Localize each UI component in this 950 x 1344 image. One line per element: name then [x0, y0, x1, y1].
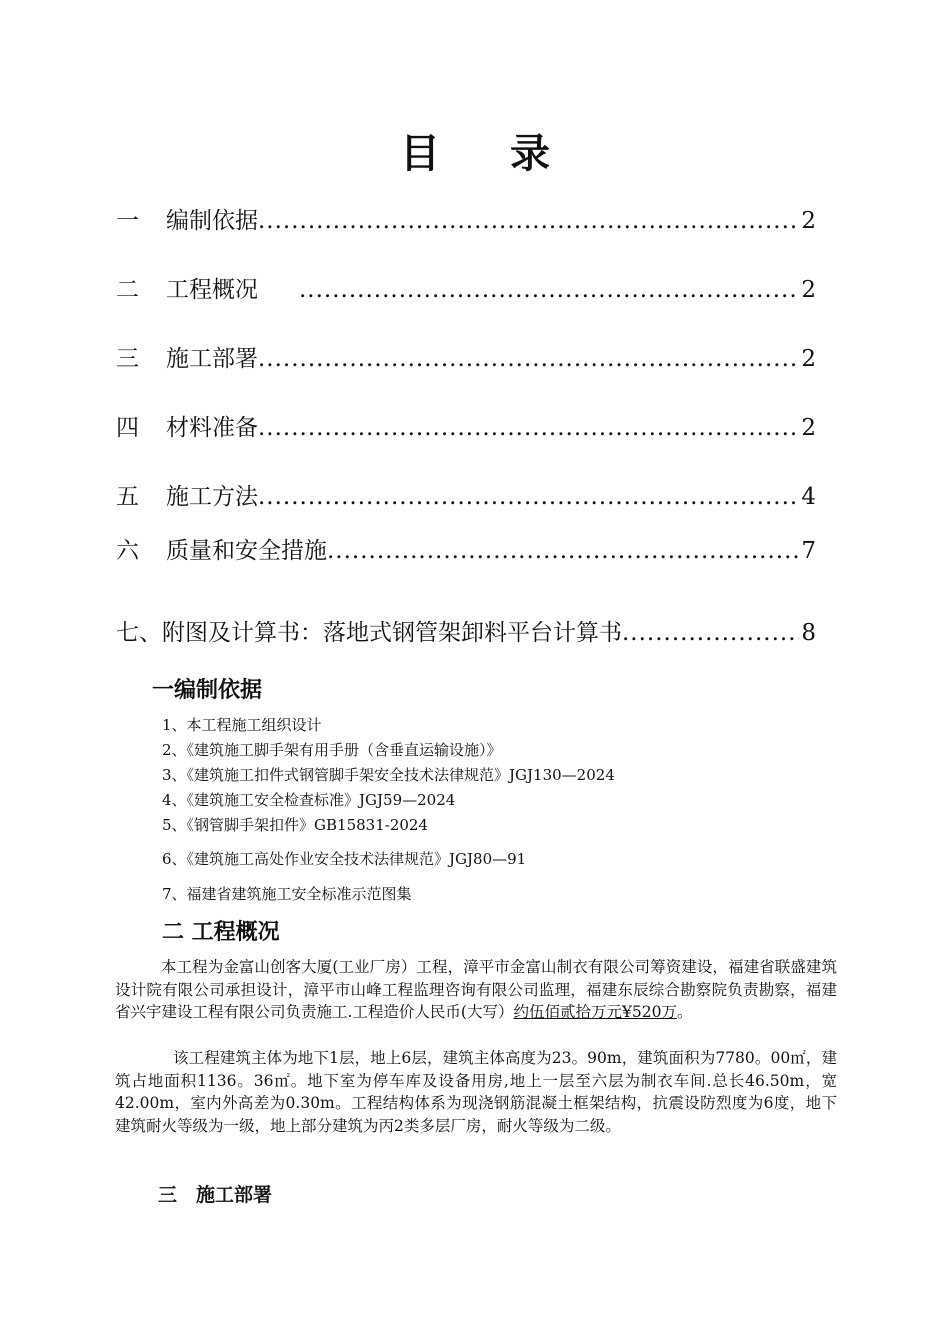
toc-leader-dots [622, 620, 799, 646]
toc-item-page: 7 [801, 538, 816, 564]
overview-text-end: 。 [676, 1003, 693, 1021]
toc-item-1[interactable] [116, 202, 816, 236]
toc-item-5[interactable] [116, 478, 816, 512]
reference-item-6: 6、《建筑施工高处作业安全技术法律规范》JGJ80—91 [162, 850, 527, 868]
toc-item-label: 施工方法 [166, 484, 258, 510]
reference-item-4: 4、《建筑施工安全检查标准》JGJ59—2024 [162, 791, 456, 809]
toc-item-page: 2 [801, 346, 816, 372]
project-overview-paragraph [115, 956, 837, 1024]
toc-item-label: 施工部署 [166, 346, 258, 372]
reference-item-2: 2、《建筑施工脚手架有用手册（含垂直运输设施）》 [162, 741, 502, 759]
toc-item-number: 一 [116, 208, 139, 234]
toc-item-2[interactable] [116, 271, 816, 305]
toc-item-label: 工程概况 [166, 277, 281, 303]
toc-item-7[interactable] [116, 614, 816, 648]
overview-text: 本工程为金富山创客大厦(工业厂房）工程，漳平市金富山制衣有限公司筹资建设，福建省联盛建筑设计院有限公司承担设计，漳平市山峰工程监理咨询有限公司监理，福建东辰综合勘察院负责勘察，福建省兴宇建设工程有限公司负责施工.工程造价人民币(大写） [115, 958, 837, 1021]
toc-item-3[interactable] [116, 340, 816, 374]
toc-item-6[interactable] [116, 532, 816, 566]
project-cost: 约伍佰贰拾万元¥520万 [513, 1003, 677, 1021]
toc-item-number: 六 [116, 538, 139, 564]
toc-leader-dots [258, 208, 799, 234]
toc-title: 目 录 [400, 131, 578, 177]
building-details-paragraph: 该工程建筑主体为地下1层，地上6层，建筑主体高度为23。90m，建筑面积为7780。00㎡，建筑占地面积1136。36㎡。地下室为停车库及设备用房,地上一层至六层为制衣车间.总长46.50m，宽42.00m，室内外高差为0.30m。工程结构体系为现浇钢筋混凝土框架结构，抗震设防烈度为6度，地下建筑耐火等级为一级，地上部分建筑为丙2类多层厂房，耐火等级为二级。 [115, 1049, 837, 1135]
reference-item-1: 1、本工程施工组织设计 [162, 716, 322, 734]
toc-item-page: 2 [801, 277, 816, 303]
toc-leader-dots [327, 538, 799, 564]
toc-item-page: 4 [801, 484, 816, 510]
toc-item-label: 七、附图及计算书：落地式钢管架卸料平台计算书 [116, 620, 622, 646]
section-heading-1: 一编制依据 [152, 678, 263, 703]
toc-item-number: 四 [116, 415, 139, 441]
toc-item-4[interactable] [116, 409, 816, 443]
toc-leader-dots [258, 484, 799, 510]
toc-leader-dots [258, 346, 799, 372]
toc-item-label: 材料准备 [166, 415, 258, 441]
toc-item-page: 8 [801, 620, 816, 646]
toc-item-number: 三 [116, 346, 139, 372]
toc-leader-dots [258, 415, 799, 441]
toc-item-number: 五 [116, 484, 139, 510]
toc-item-label: 编制依据 [166, 208, 258, 234]
reference-item-5: 5、《钢管脚手架扣件》GB15831-2024 [162, 816, 429, 834]
reference-item-7: 7、福建省建筑施工安全标准示范图集 [162, 885, 412, 903]
toc-item-number: 二 [116, 277, 139, 303]
toc-item-page: 2 [801, 208, 816, 234]
reference-item-3: 3、《建筑施工扣件式钢管脚手架安全技术法律规范》JGJ130—2024 [162, 766, 615, 784]
toc-item-label: 质量和安全措施 [166, 538, 327, 564]
section-heading-2: 二 工程概况 [162, 920, 280, 945]
toc-item-page: 2 [801, 415, 816, 441]
section-heading-3: 三 施工部署 [158, 1184, 273, 1206]
toc-leader-dots [299, 277, 799, 303]
